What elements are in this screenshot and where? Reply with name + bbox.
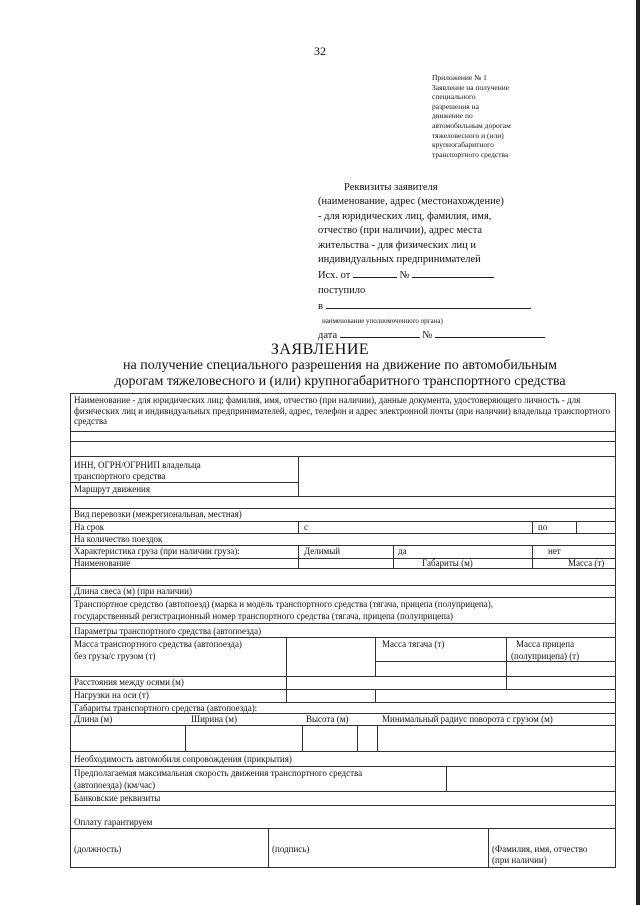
document-title: ЗАЯВЛЕНИЕ — [270, 341, 370, 358]
table-rule — [446, 766, 447, 791]
table-rule — [357, 725, 358, 751]
table-rule — [375, 637, 376, 676]
table-rule — [70, 751, 616, 752]
application-form-table — [70, 393, 616, 868]
appendix-note — [432, 73, 572, 159]
requisites-desc-line: - для юридических лиц, фамилия, имя, — [318, 210, 492, 222]
vehicle-label: Транспортное средство (автопоезд) (марка и модель транспортного средства (тягача, прицепа (полуприцепа), — [74, 599, 493, 609]
authority-field[interactable] — [326, 298, 531, 309]
requisites-desc-line: индивидуальных предпринимателей — [318, 254, 481, 266]
transport-type-label: Вид перевозки (межрегиональная, местная) — [74, 509, 242, 519]
table-rule — [298, 545, 299, 568]
trailer-mass-label: Масса прицепа — [516, 639, 575, 649]
table-rule — [393, 545, 394, 568]
yes-label: да — [398, 546, 407, 556]
appendix-line: тяжеловесного и (или) — [432, 130, 504, 140]
term-label: На срок — [74, 522, 105, 532]
date-number-label: № — [422, 329, 433, 341]
page-number: 32 — [314, 44, 326, 58]
received-label: поступило — [318, 284, 366, 296]
height-label: Высота (м) — [306, 714, 349, 724]
axle-distance-label: Расстояния между осями (м) — [74, 677, 184, 687]
authority-line — [318, 298, 558, 314]
outgoing-date-field[interactable] — [353, 267, 397, 278]
requisites-desc-line: отчество (при наличии), адрес места — [318, 225, 483, 237]
table-rule — [70, 431, 616, 432]
cargo-mass-label: Масса (т) — [568, 558, 605, 568]
outgoing-ref-label: Исх. от — [318, 270, 351, 282]
axle-loads-label: Нагрузки на оси (т) — [74, 690, 149, 700]
table-rule — [377, 725, 378, 751]
table-rule — [298, 456, 299, 496]
table-rule — [70, 689, 616, 690]
table-rule — [70, 568, 616, 569]
applicant-requisites-block — [318, 181, 558, 343]
route-label: Маршрут движения — [74, 484, 151, 494]
appendix-line: разрешения на — [432, 101, 479, 111]
table-rule — [70, 637, 616, 638]
table-rule — [70, 791, 616, 792]
vehicle-label-cont: государственный регистрационный номер транспортного средства (тягача, прицепа (полуприцепа) — [74, 611, 453, 621]
speed-label-cont: (автопоезда) (км/час) — [74, 780, 156, 790]
divisible-label: Делимый — [304, 546, 341, 556]
fullname-label: (Фамилия, имя, отчество — [492, 844, 588, 854]
turn-radius-label: Минимальный радиус поворота с грузом (м) — [382, 714, 553, 724]
date-number-field[interactable] — [435, 327, 545, 338]
table-rule — [70, 558, 616, 559]
position-label: (должность) — [74, 844, 122, 854]
table-rule — [70, 805, 616, 806]
table-rule — [576, 521, 577, 533]
table-rule — [70, 597, 616, 598]
width-label: Ширина (м) — [191, 714, 237, 724]
appendix-line: крупногабаритного — [432, 140, 494, 150]
date-field[interactable] — [340, 327, 420, 338]
table-rule — [185, 725, 186, 751]
appendix-line: Заявление на получение — [432, 82, 510, 92]
overhang-label: Длина свеса (м) (при наличии) — [74, 586, 192, 596]
subtitle-line: дорогам тяжеловесного и (или) крупногабаритного транспортного средства — [114, 374, 566, 389]
length-label: Длина (м) — [74, 714, 113, 724]
appendix-line: транспортного средства — [432, 149, 509, 159]
table-rule — [532, 545, 533, 568]
inn-label-cont: транспортного средства — [74, 471, 166, 481]
cargo-name-label: Наименование — [74, 558, 131, 568]
outgoing-ref-line — [318, 267, 558, 283]
table-rule — [70, 867, 616, 868]
outgoing-number-label: № — [399, 270, 410, 282]
table-rule — [506, 637, 507, 689]
date-label: дата — [318, 329, 338, 341]
inn-label: ИНН, ОГРН/ОГРНИП владельца — [74, 460, 201, 470]
table-rule — [70, 766, 616, 767]
dimensions-label: Габариты транспортного средства (автопоезда): — [74, 703, 258, 713]
table-rule — [70, 828, 616, 829]
signature-label: (подпись) — [272, 844, 310, 854]
tractor-mass-label: Масса тягача (т) — [382, 639, 445, 649]
table-rule — [615, 393, 616, 868]
no-label: нет — [548, 546, 561, 556]
requisites-title: Реквизиты заявителя — [344, 182, 438, 193]
applicant-name-label: Наименование - для юридических лиц; фамилия, имя, отчество (при наличии), данные документа, удостоверяющего личность - для физических лиц и индивидуальных предпринимателей, адрес, телефон и адрес электронной почты (при наличии) владельца транспортного средства — [74, 395, 611, 426]
table-rule — [488, 828, 489, 867]
requisites-desc-line: жительства - для физических лиц и — [318, 239, 477, 251]
table-rule — [70, 623, 616, 624]
subtitle-line: на получение специального разрешения на движение по автомобильным — [123, 358, 557, 373]
trips-label: На количество поездок — [74, 534, 163, 544]
cargo-characteristics-label: Характеристика груза (при наличии груза): — [74, 546, 240, 556]
table-rule — [375, 661, 616, 662]
authority-prefix: в — [318, 301, 323, 313]
requisites-desc-line: (наименование, адрес (местонахождение) — [318, 196, 504, 208]
speed-label: Предполагаемая максимальная скорость движения транспортного средства — [74, 768, 363, 778]
fullname-label-cont: (при наличии) — [492, 855, 547, 865]
table-rule — [298, 521, 299, 533]
vehicle-params-label: Параметры транспортного средства (автопоезда) — [74, 626, 262, 636]
bank-label: Банковские реквизиты — [74, 793, 161, 803]
outgoing-number-field[interactable] — [412, 267, 494, 278]
table-rule — [70, 521, 616, 522]
appendix-line: специального — [432, 92, 476, 102]
page-edge-border — [636, 0, 640, 905]
table-rule — [70, 496, 616, 497]
table-rule — [70, 393, 616, 394]
authority-caption: наименование уполномоченного органа) — [322, 316, 443, 325]
table-rule — [70, 441, 616, 442]
table-rule — [286, 676, 287, 702]
payment-label: Оплату гарантируем — [74, 817, 153, 827]
table-rule — [268, 828, 269, 867]
appendix-line: Приложение № 1 — [432, 73, 487, 82]
trailer-mass-label-cont: (полуприцепа) (т) — [511, 651, 580, 661]
document-subtitle — [60, 358, 620, 390]
table-rule — [70, 725, 616, 726]
term-from-label: с — [304, 522, 308, 532]
table-rule — [70, 482, 298, 483]
appendix-line: автомобильным дорогам — [432, 120, 511, 130]
table-rule — [286, 637, 287, 676]
vehicle-mass-label-cont: без груза/с грузом (т) — [74, 651, 156, 661]
table-rule — [532, 521, 533, 533]
vehicle-mass-label: Масса транспортного средства (автопоезда) — [74, 639, 242, 649]
table-rule — [375, 689, 376, 702]
term-to-label: по — [538, 522, 548, 532]
table-rule — [70, 456, 616, 457]
table-rule — [70, 393, 71, 868]
appendix-line: движение по — [432, 111, 473, 121]
table-rule — [302, 725, 303, 751]
escort-label: Необходимость автомобиля сопровождения (прикрытия) — [74, 754, 292, 764]
cargo-dimensions-label: Габариты (м) — [422, 558, 473, 568]
